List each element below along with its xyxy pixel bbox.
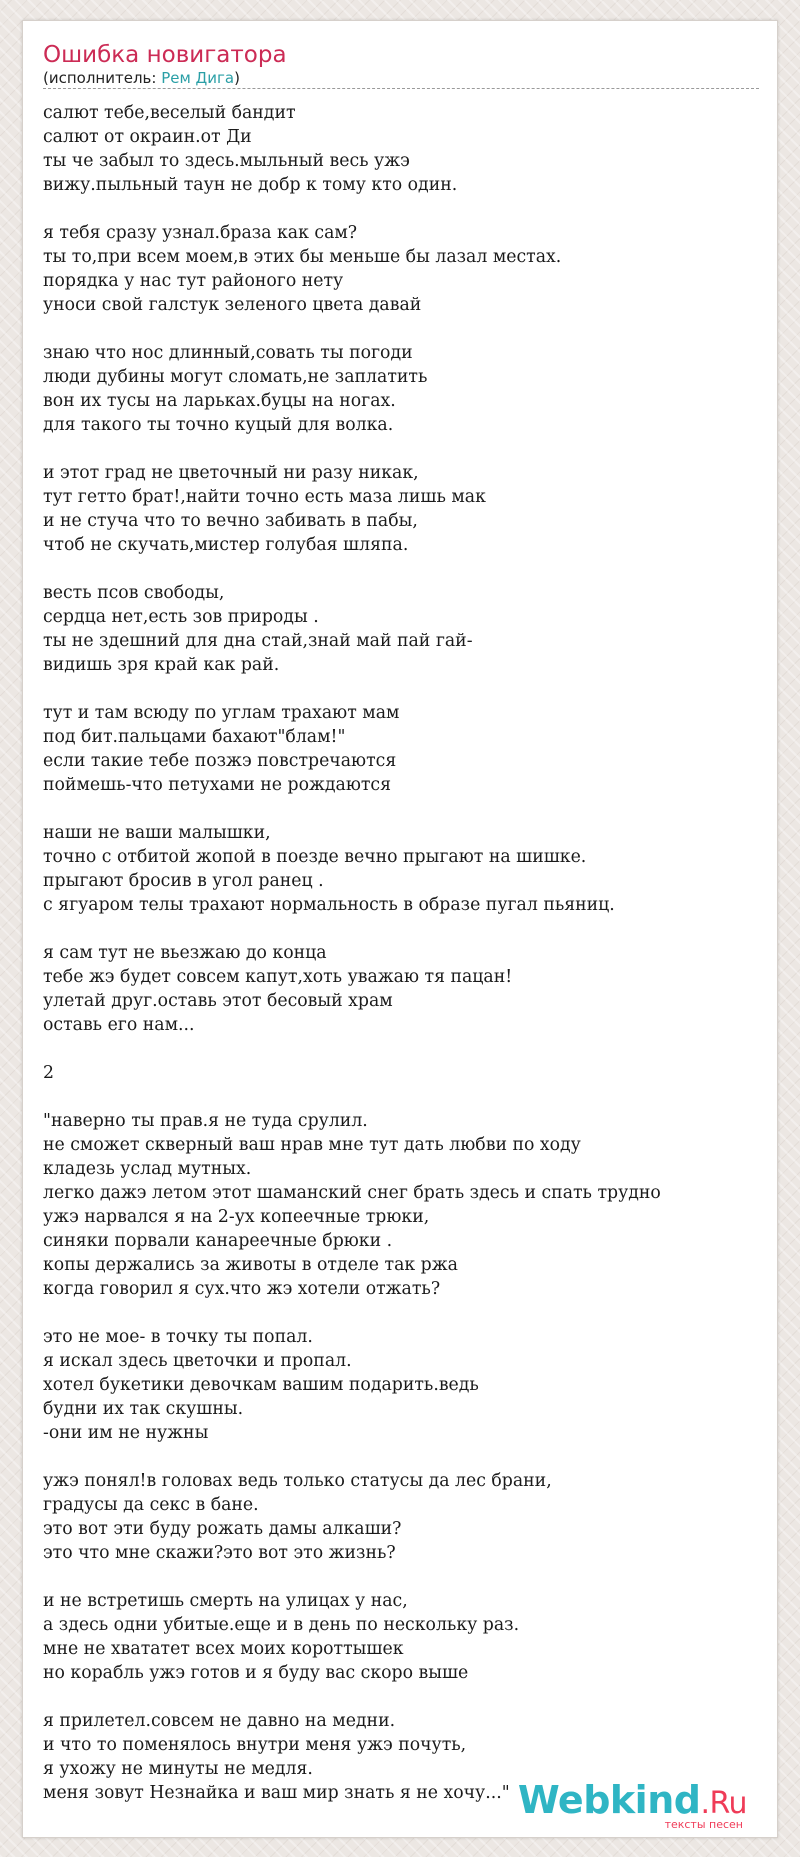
- lyric-line: тут гетто брат!,найти точно есть маза лишь мак: [43, 487, 486, 507]
- lyric-line: с ягуаром телы трахают нормальность в образе пугал пьяниц.: [43, 895, 615, 915]
- artist-prefix: (исполнитель:: [43, 69, 162, 87]
- lyric-line: чтоб не скучать,мистер голубая шляпа.: [43, 535, 409, 555]
- lyric-line: салют от окраин.от Ди: [43, 127, 252, 147]
- lyric-line: вон их тусы на ларьках.буцы на ногах.: [43, 391, 396, 411]
- site-logo[interactable]: [518, 1780, 747, 1831]
- lyric-line: и что то поменялось внутри меня ужэ почуть,: [43, 1735, 467, 1755]
- logo-suffix: .Ru: [700, 1786, 747, 1821]
- lyric-line: тебе жэ будет совсем капут,хоть уважаю тя пацан!: [43, 967, 513, 987]
- stanza-break: [43, 197, 773, 221]
- stanza-break: [43, 1301, 773, 1325]
- lyric-line: порядка у нас тут районого нету: [43, 271, 344, 291]
- lyric-line: легко дажэ летом этот шаманский снег брать здесь и спать трудно: [43, 1183, 661, 1203]
- lyric-line: для такого ты точно куцый для волка.: [43, 415, 394, 435]
- artist-link[interactable]: Рем Дига: [161, 69, 235, 87]
- stanza-break: [43, 797, 773, 821]
- lyric-line: весть псов свободы,: [43, 583, 225, 603]
- stanza-break: [43, 1565, 773, 1589]
- lyric-line: копы держались за животы в отделе так ржа: [43, 1255, 458, 1275]
- lyric-line: я прилетел.совсем не давно на медни.: [43, 1711, 396, 1731]
- song-header: [43, 41, 759, 89]
- lyric-line: точно с отбитой жопой в поезде вечно прыгают на шишке.: [43, 847, 587, 867]
- lyric-line: тут и там всюду по углам трахают мам: [43, 703, 400, 723]
- lyric-line: меня зовут Незнайка и ваш мир знать я не хочу...": [43, 1783, 510, 1803]
- lyric-line: и не встретишь смерть на улицах у нас,: [43, 1591, 408, 1611]
- lyrics-card: [22, 20, 778, 1838]
- lyric-line: я сам тут не вьезжаю до конца: [43, 943, 327, 963]
- lyric-line: ужэ понял!в головах ведь только статусы да лес брани,: [43, 1471, 552, 1491]
- lyric-line: кладезь услад мутных.: [43, 1159, 252, 1179]
- stanza-break: [43, 1685, 773, 1709]
- lyric-line: будни их так скушны.: [43, 1399, 244, 1419]
- lyric-line: прыгают бросив в угол ранец .: [43, 871, 324, 891]
- lyric-line: но корабль ужэ готов и я буду вас скоро выше: [43, 1663, 469, 1683]
- logo-name: Webkind: [517, 1778, 701, 1822]
- lyric-line: -они им не нужны: [43, 1423, 209, 1443]
- stanza-break: [43, 1085, 773, 1109]
- lyric-line: я тебя сразу узнал.браза как сам?: [43, 223, 358, 243]
- lyric-line: сердца нет,есть зов природы .: [43, 607, 319, 627]
- lyric-line: ты не здешний для дна стай,знай май пай гай-: [43, 631, 473, 651]
- lyric-line: под бит.пальцами бахают"блам!": [43, 727, 346, 747]
- lyric-line: салют тебе,веселый бандит: [43, 103, 296, 123]
- stanza-break: [43, 437, 773, 461]
- lyric-line: синяки порвали канареечные брюки .: [43, 1231, 393, 1251]
- lyric-line: ты то,при всем моем,в этих бы меньше бы лазал местах.: [43, 247, 562, 267]
- lyric-line: люди дубины могут сломать,не заплатить: [43, 367, 428, 387]
- logo-tagline: тексты песен: [664, 1818, 743, 1831]
- lyric-line: уноси свой галстук зеленого цвета давай: [43, 295, 422, 315]
- lyric-line: это вот эти буду рожать дамы алкаши?: [43, 1519, 402, 1539]
- lyric-line: "наверно ты прав.я не туда срулил.: [43, 1111, 368, 1131]
- stanza-break: [43, 917, 773, 941]
- lyric-line: ты че забыл то здесь.мыльный весь ужэ: [43, 151, 410, 171]
- lyric-line: ужэ нарвался я на 2-ух копеечные трюки,: [43, 1207, 430, 1227]
- lyric-line: это не мое- в точку ты попал.: [43, 1327, 313, 1347]
- stanza-break: [43, 317, 773, 341]
- lyric-line: 2: [43, 1063, 54, 1083]
- lyric-line: наши не ваши малышки,: [43, 823, 271, 843]
- lyric-line: это что мне скажи?это вот это жизнь?: [43, 1543, 396, 1563]
- lyric-line: оставь его нам...: [43, 1015, 195, 1035]
- stanza-break: [43, 1037, 773, 1061]
- lyric-line: вижу.пыльный таун не добр к тому кто один.: [43, 175, 458, 195]
- song-title: Ошибка новигатора: [43, 42, 287, 68]
- lyric-line: поймешь-что петухами не рождаются: [43, 775, 392, 795]
- lyric-line: мне не хвататет всех моих короттышек: [43, 1639, 404, 1659]
- lyric-line: знаю что нос длинный,совать ты погоди: [43, 343, 413, 363]
- lyric-line: не сможет скверный ваш нрав мне тут дать любви по ходу: [43, 1135, 581, 1155]
- stanza-break: [43, 1445, 773, 1469]
- artist-suffix: ): [234, 69, 240, 87]
- stanza-break: [43, 677, 773, 701]
- lyric-line: улетай друг.оставь этот бесовый храм: [43, 991, 393, 1011]
- lyric-line: и не стуча что то вечно забивать в пабы,: [43, 511, 418, 531]
- lyric-line: а здесь одни убитые.еще и в день по нескольку раз.: [43, 1615, 520, 1635]
- lyric-line: я искал здесь цветочки и пропал.: [43, 1351, 352, 1371]
- lyrics-body: [43, 101, 773, 1805]
- lyric-line: когда говорил я сух.что жэ хотели отжать?: [43, 1279, 441, 1299]
- stanza-break: [43, 557, 773, 581]
- lyric-line: я ухожу не минуты не медля.: [43, 1759, 313, 1779]
- lyric-line: видишь зря край как рай.: [43, 655, 280, 675]
- lyric-line: хотел букетики девочкам вашим подарить.ведь: [43, 1375, 479, 1395]
- lyric-line: градусы да секс в бане.: [43, 1495, 259, 1515]
- artist-line: [43, 69, 759, 87]
- lyric-line: если такие тебе позжэ повстречаются: [43, 751, 397, 771]
- lyric-line: и этот град не цветочный ни разу никак,: [43, 463, 419, 483]
